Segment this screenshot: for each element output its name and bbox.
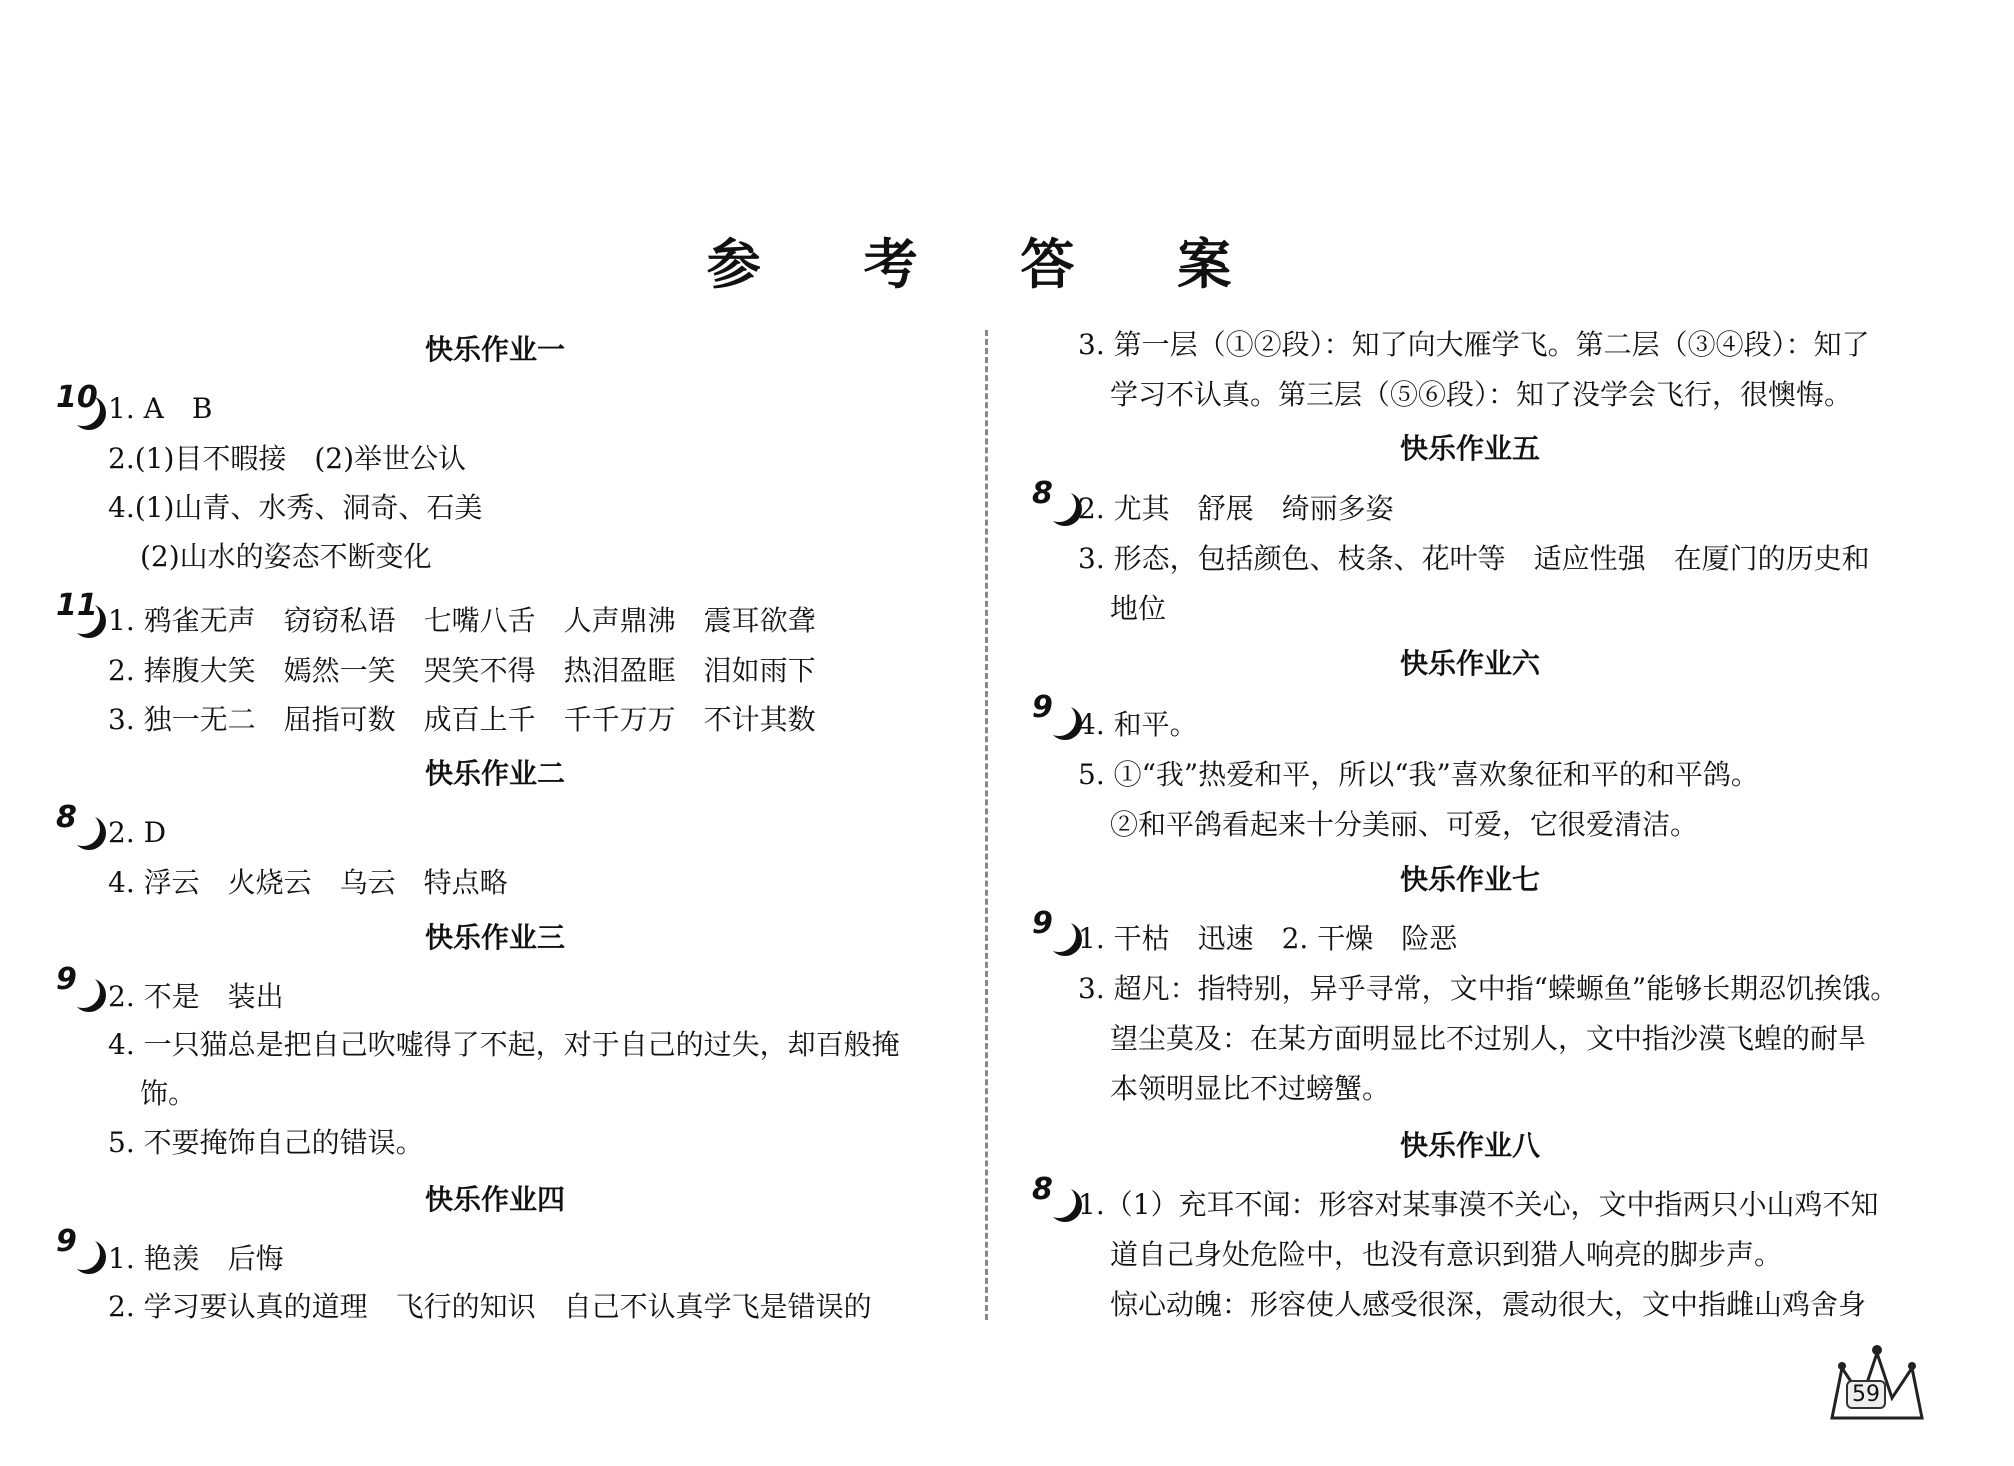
answer-line: 2. 不是 装出 — [108, 980, 284, 1013]
answer-line: 2. 尤其 舒展 绮丽多姿 — [1078, 492, 1394, 525]
answer-line: 1. A B — [108, 392, 213, 425]
score-badge-8: 8 — [1032, 1172, 1090, 1216]
answer-line: 惊心动魄：形容使人感受很深，震动很大，文中指雌山鸡舍身 — [1110, 1288, 1867, 1321]
answer-line: 3. 形态，包括颜色、枝条、花叶等 适应性强 在厦门的历史和 — [1078, 542, 1870, 575]
answer-line: 2. D — [108, 816, 167, 849]
section-title-5: 快乐作业五 — [1400, 432, 1541, 465]
answer-line: 1.（1）充耳不闻：形容对某事漠不关心，文中指两只小山鸡不知 — [1078, 1188, 1879, 1221]
section-title-1: 快乐作业一 — [425, 333, 566, 366]
answer-line: 望尘莫及：在某方面明显比不过别人，文中指沙漠飞蝗的耐旱 — [1110, 1022, 1867, 1055]
answer-line: 1. 鸦雀无声 窃窃私语 七嘴八舌 人声鼎沸 震耳欲聋 — [108, 604, 816, 637]
answer-line: 4. 浮云 火烧云 乌云 特点略 — [108, 866, 508, 899]
section-title-8: 快乐作业八 — [1400, 1129, 1541, 1162]
answer-line: 地位 — [1110, 592, 1167, 625]
answer-line: 3. 独一无二 屈指可数 成百上千 千千万万 不计其数 — [108, 703, 816, 736]
score-badge-10: 10 — [56, 380, 114, 424]
answer-line: 2. 捧腹大笑 嫣然一笑 哭笑不得 热泪盈眶 泪如雨下 — [108, 654, 816, 687]
answer-line: ②和平鸽看起来十分美丽、可爱，它很爱清洁。 — [1110, 808, 1699, 841]
answer-line: 5. ①“我”热爱和平，所以“我”喜欢象征和平的和平鸽。 — [1078, 758, 1759, 791]
section-title-4: 快乐作业四 — [425, 1183, 566, 1216]
score-badge-9: 9 — [1032, 690, 1090, 734]
answer-line: 3. 超凡：指特别，异乎寻常，文中指“蝾螈鱼”能够长期忍饥挨饿。 — [1078, 972, 1899, 1005]
score-badge-8: 8 — [1032, 476, 1090, 520]
answer-line: 本领明显比不过螃蟹。 — [1110, 1072, 1391, 1105]
section-title-3: 快乐作业三 — [425, 921, 566, 954]
page-title: 参 考 答 案 — [706, 232, 1274, 296]
section-title-2: 快乐作业二 — [425, 757, 566, 790]
score-badge-9: 9 — [56, 1224, 114, 1268]
answer-line: 5. 不要掩饰自己的错误。 — [108, 1126, 424, 1159]
answer-line: 道自己身处危险中，也没有意识到猎人响亮的脚步声。 — [1110, 1238, 1783, 1271]
score-badge-11: 11 — [56, 588, 114, 632]
section-title-6: 快乐作业六 — [1400, 647, 1541, 680]
answer-line: 1. 艳羡 后悔 — [108, 1242, 284, 1275]
section-title-7: 快乐作业七 — [1400, 863, 1541, 896]
answer-line: 4.(1)山青、水秀、洞奇、石美 — [108, 491, 483, 524]
answer-line: 4. 和平。 — [1078, 708, 1198, 741]
page-number: 59 — [1846, 1380, 1886, 1409]
score-badge-9: 9 — [56, 962, 114, 1006]
column-divider — [985, 330, 988, 1320]
score-badge-8: 8 — [56, 800, 114, 844]
score-badge-9: 9 — [1032, 906, 1090, 950]
answer-line: 4. 一只猫总是把自己吹嘘得了不起，对于自己的过失，却百般掩 — [108, 1028, 900, 1061]
answer-line: 1. 干枯 迅速 2. 干燥 险恶 — [1078, 922, 1458, 955]
answer-line: 3. 第一层（①②段）：知了向大雁学飞。第二层（③④段）：知了 — [1078, 328, 1870, 361]
answer-line: 学习不认真。第三层（⑤⑥段）：知了没学会飞行，很懊悔。 — [1110, 378, 1853, 411]
answer-line: 2. 学习要认真的道理 飞行的知识 自己不认真学飞是错误的 — [108, 1290, 872, 1323]
answer-line: 2.(1)目不暇接 (2)举世公认 — [108, 442, 467, 475]
answer-line: 饰。 — [140, 1077, 197, 1110]
answer-line: (2)山水的姿态不断变化 — [140, 540, 432, 573]
